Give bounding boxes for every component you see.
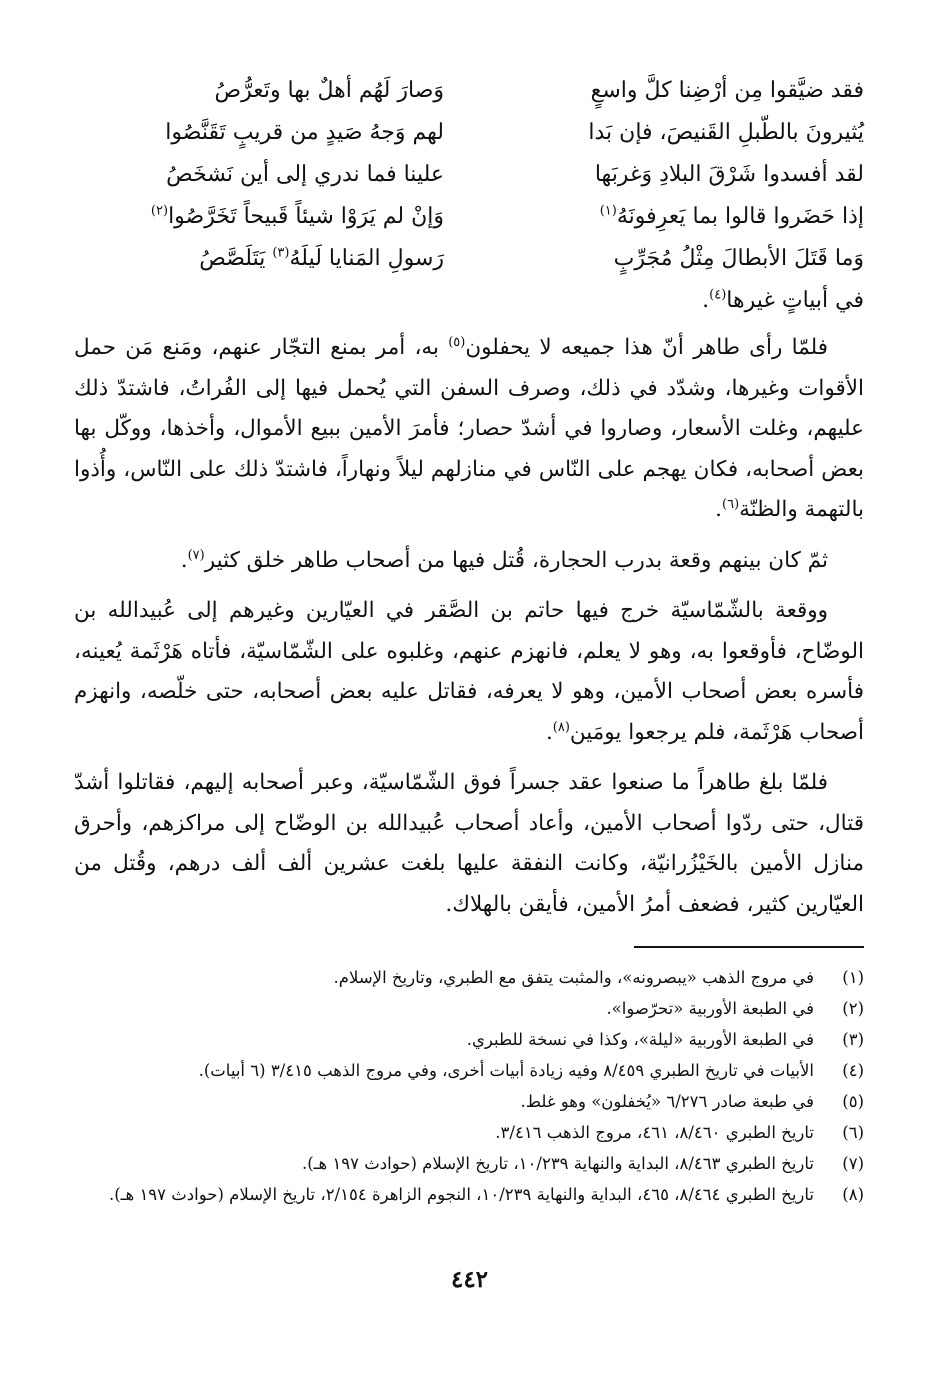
footnote-marker: (٥) [448, 334, 466, 350]
footnote-divider [634, 946, 864, 948]
footnotes [74, 962, 864, 1210]
paragraph-text: فلمّا بلغ طاهراً ما صنعوا عقد جسراً فوق الشّمّاسيّة، وعبر أصحابه إليهم، فقاتلوا أشدّ قتال، حتى ردّوا أصحاب الأمين، وأعاد أصحاب عُبيدالله بن الوضّاح إلى مراكزهم، وأحرق منازل الأمين بالخَيْزُرانيّة، وكانت النفقة عليها بلغت عشرين ألف ألف درهم، وقُتل من العيّارين كثير، فضعف أمرُ الأمين، فأيقن بالهلاك. [74, 770, 864, 917]
verse-1 [74, 70, 864, 112]
verse-4 [74, 196, 864, 238]
hemistich-second: لهم وَجهُ صَيدٍ من قريبٍ تَقَنَّصُوا [165, 120, 444, 145]
footnote-number: (٦) [842, 1123, 864, 1142]
paragraph-end: . [545, 719, 553, 745]
paragraph-end: . [180, 547, 188, 573]
trailer-text: في أبياتٍ غيرها [726, 288, 864, 313]
footnote-marker: (٤) [709, 287, 727, 303]
hemistich-text: وَإنْ لم يَرَوْا شيئاً قَبيحاً تَخَرَّصُوا [168, 204, 444, 229]
footnote-text: في الطبعة الأوربية «ليلة»، وكذا في نسخة للطبري. [466, 1030, 814, 1049]
footnote [74, 1024, 864, 1055]
footnote-text: تاريخ الطبري ٨/٤٦٠، ٤٦١، مروج الذهب ٣/٤١٦. [495, 1123, 814, 1142]
paragraph [74, 591, 864, 753]
footnote-marker: (٦) [722, 496, 740, 512]
footnote [74, 1179, 864, 1210]
footnote-marker: (٢) [150, 203, 169, 219]
hemistich-first: يُثيرونَ بالطّبلِ القَنيصَ، فإن بَدا [588, 120, 864, 145]
footnote-marker: (٨) [552, 719, 570, 735]
footnote-number: (١) [842, 968, 864, 987]
footnote [74, 1148, 864, 1179]
hemistich-second: علينا فما ندري إلى أين نَشخَصُ [166, 162, 444, 187]
footnote-text: في مروج الذهب «يبصرونه»، والمثبت يتفق مع الطبري، وتاريخ الإسلام. [333, 968, 814, 987]
hemistich-first: فقد ضيَّقوا مِن أرْضِنا كلَّ واسعٍ [590, 78, 864, 103]
paragraph-text: ثمّ كان بينهم وقعة بدرب الحجارة، قُتل فيها من أصحاب طاهر خلق كثير [204, 547, 828, 573]
footnote-text: تاريخ الطبري ٨/٤٦٣، البداية والنهاية ١٠/٢٣٩، تاريخ الإسلام (حوادث ١٩٧ هـ). [301, 1154, 814, 1173]
footnote-number: (٨) [842, 1185, 864, 1204]
paragraph [74, 763, 864, 925]
hemistich-first [494, 196, 864, 238]
footnote [74, 1117, 864, 1148]
hemistich-text: رَسولِ المَنايا لَيلَهُ [289, 246, 444, 271]
poem-block [74, 70, 864, 322]
footnote-number: (٢) [842, 999, 864, 1018]
poem-trailer [74, 280, 864, 322]
footnote [74, 993, 864, 1024]
paragraph [74, 328, 864, 531]
paragraph-text: به، أمر بمنع التجّار عنهم، ومَنع مَن حمل الأقوات وغيرها، وشدّد في ذلك، وصرف السفن التي يُحمل فيها إلى الفُراتُ، فاشتدّ ذلك عليهم، وغلت الأسعار، وصاروا في أشدّ حصار؛ فأمرَ الأمين ببيع الأموال، وأخذها، ووكّل بها بعض أصحابه، فكان يهجم على النّاس في منازلهم ليلاً ونهاراً، فاشتدّ ذلك على النّاس، وأُذوا بالتهمة والظنّة [74, 335, 864, 522]
paragraph-text: ووقعة بالشّمّاسيّة خرج فيها حاتم بن الصَّقر في العيّارين وغيرهم إلى عُبيدالله بن الوضّاح، فأوقعوا به، وهو لا يعلم، فانهزم عنهم، وغلبوه على الشّمّاسيّة، فأتاه هَرْثَمة يُعينه، فأسره بعض أصحاب الأمين، وهو لا يعرفه، فقاتل عليه بعض أصحابه، حتى خلّصه، وانهزم أصحاب هَرْثَمة، فلم يرجعوا يومَين [74, 598, 864, 745]
hemistich-first: لقد أفسدوا شَرْقَ البلادِ وَغربَها [594, 162, 864, 187]
hemistich-first: وَما قَتَلَ الأبطالَ مِثْلُ مُجَرِّبٍ [613, 246, 864, 271]
prose-block [74, 328, 864, 935]
footnote [74, 962, 864, 993]
footnote-marker: (١) [599, 203, 617, 219]
paragraph [74, 541, 864, 582]
verse-5 [74, 238, 864, 280]
footnote [74, 1086, 864, 1117]
footnote [74, 1055, 864, 1086]
verse-3 [74, 154, 864, 196]
hemistich-second [74, 196, 444, 238]
hemistich-text: إذا حَضَروا قالوا بما يَعرِفونَهُ [616, 204, 864, 229]
verse-2 [74, 112, 864, 154]
paragraph-end: . [715, 497, 723, 522]
footnote-marker: (٣) [272, 245, 290, 261]
trailer-end: . [702, 288, 710, 313]
footnote-text: الأبيات في تاريخ الطبري ٨/٤٥٩ وفيه زيادة أبيات أخرى، وفي مروج الذهب ٣/٤١٥ (٦ أبيات). [198, 1061, 814, 1080]
footnote-text: في طبعة صادر ٦/٢٧٦ «يُخفلون» وهو غلط. [520, 1092, 814, 1111]
hemistich-second [74, 238, 444, 280]
footnote-text: في الطبعة الأوربية «تحرّصوا». [606, 999, 814, 1018]
paragraph-text: فلمّا رأى طاهر أنّ هذا جميعه لا يحفلون [465, 335, 828, 360]
footnote-marker: (٧) [187, 547, 205, 563]
footnote-number: (٤) [842, 1061, 864, 1080]
hemistich-text: يَتَلَصَّصُ [199, 246, 273, 271]
page-number: ٤٤٢ [450, 1266, 489, 1293]
footnote-number: (٥) [842, 1092, 864, 1111]
hemistich-second: وَصارَ لَهُم أهلٌ بها وتَعرُّصُ [214, 78, 444, 103]
footnote-text: تاريخ الطبري ٨/٤٦٤، ٤٦٥، البداية والنهاية ١٠/٢٣٩، النجوم الزاهرة ٢/١٥٤، تاريخ الإسلام (حوادث ١٩٧ هـ). [108, 1185, 814, 1204]
footnote-number: (٧) [842, 1154, 864, 1173]
footnote-number: (٣) [842, 1030, 864, 1049]
